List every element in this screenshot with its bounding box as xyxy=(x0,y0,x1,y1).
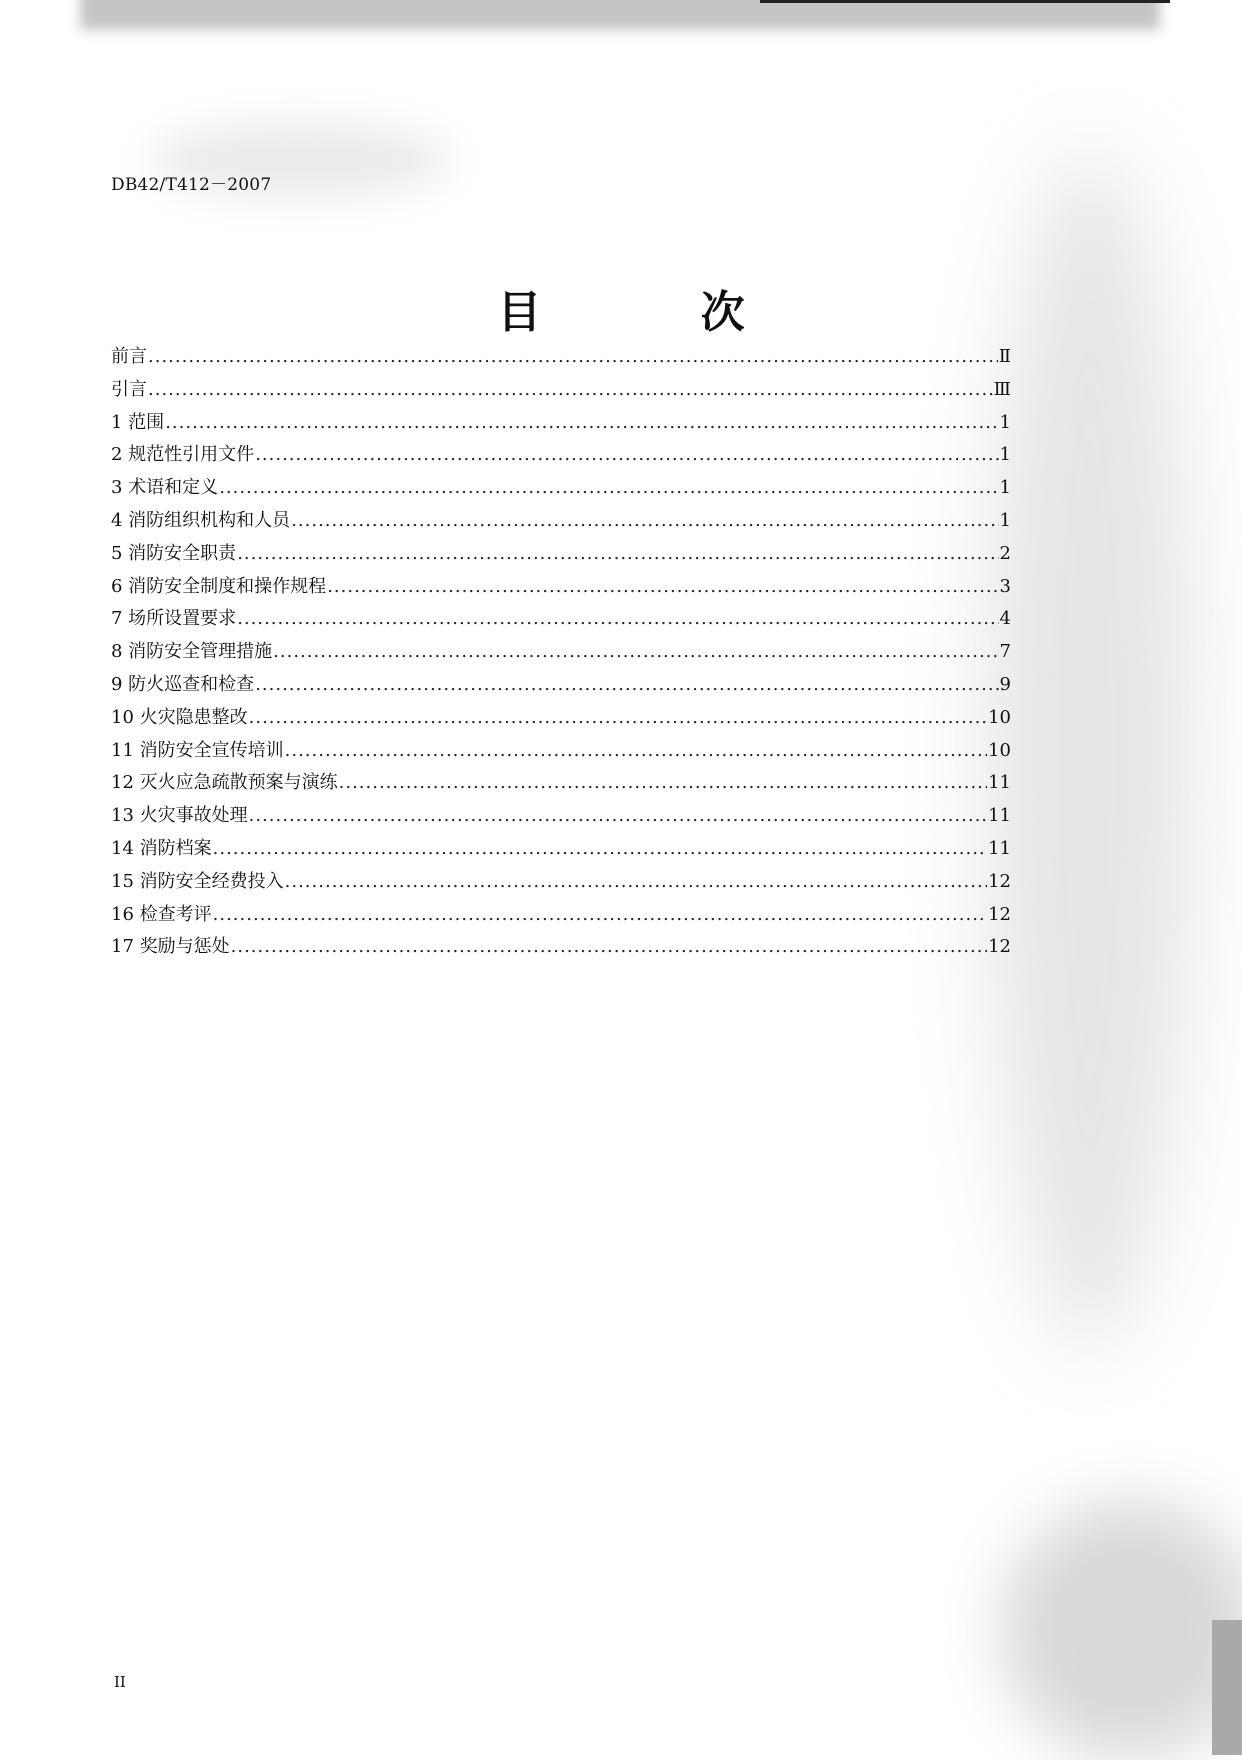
toc-entry-page: 3 xyxy=(999,575,1011,597)
toc-dot-leader xyxy=(327,576,998,597)
toc-entry-page: 1 xyxy=(999,477,1011,499)
toc-entry[interactable] xyxy=(111,703,1011,736)
toc-entry[interactable] xyxy=(111,670,1011,703)
toc-entry-label: 4 消防组织机构和人员 xyxy=(111,509,291,531)
toc-entry-page: 11 xyxy=(988,837,1011,859)
toc-dot-leader xyxy=(255,674,998,695)
toc-entry-page: 11 xyxy=(988,805,1011,827)
toc-entry-page: 1 xyxy=(999,444,1011,466)
toc-title: 目 次 xyxy=(497,287,817,338)
toc-entry[interactable] xyxy=(111,440,1011,473)
toc-entry-label: 17 奖励与惩处 xyxy=(111,936,230,958)
toc-entry-label: 10 火灾隐患整改 xyxy=(111,706,248,728)
toc-entry-page: 12 xyxy=(988,936,1011,958)
toc-dot-leader xyxy=(219,477,998,498)
toc-entry-label: 12 灭火应急疏散预案与演练 xyxy=(111,772,338,794)
toc-dot-leader xyxy=(285,740,987,761)
toc-entry-label: 2 规范性引用文件 xyxy=(111,444,255,466)
toc-entry[interactable] xyxy=(111,473,1011,506)
toc-entry[interactable] xyxy=(111,736,1011,769)
toc-entry[interactable] xyxy=(111,900,1011,933)
toc-entry-page: 12 xyxy=(988,870,1011,892)
toc-dot-leader xyxy=(231,936,987,957)
toc-entry[interactable] xyxy=(111,637,1011,670)
toc-dot-leader xyxy=(213,904,987,925)
toc-entry-page: 10 xyxy=(988,739,1011,761)
page-number: II xyxy=(114,1673,126,1691)
toc-entry-page: 9 xyxy=(999,673,1011,695)
toc-entry-label: 8 消防安全管理措施 xyxy=(111,641,273,663)
document-code: DB42/T412－2007 xyxy=(111,175,272,195)
toc-entry-label: 5 消防安全职责 xyxy=(111,542,237,564)
toc-dot-leader xyxy=(237,543,998,564)
toc-dot-leader xyxy=(255,444,998,465)
toc-entry-page: 1 xyxy=(999,509,1011,531)
toc-entry[interactable] xyxy=(111,539,1011,572)
toc-entry-page: 1 xyxy=(999,411,1011,433)
scan-top-line xyxy=(760,0,1170,3)
scan-shadow-bottom-right xyxy=(1000,1500,1242,1760)
table-of-contents xyxy=(111,342,1011,965)
toc-entry-label: 13 火灾事故处理 xyxy=(111,805,248,827)
toc-dot-leader xyxy=(339,772,987,793)
toc-entry-page: 12 xyxy=(988,903,1011,925)
toc-entry[interactable] xyxy=(111,834,1011,867)
toc-entry-label: 3 术语和定义 xyxy=(111,477,219,499)
toc-dot-leader xyxy=(213,838,987,859)
toc-entry[interactable] xyxy=(111,932,1011,965)
toc-entry[interactable] xyxy=(111,867,1011,900)
toc-dot-leader xyxy=(148,379,993,400)
toc-entry[interactable] xyxy=(111,506,1011,539)
toc-dot-leader xyxy=(237,608,998,629)
toc-dot-leader xyxy=(291,510,998,531)
toc-dot-leader xyxy=(273,641,998,662)
toc-entry-label: 9 防火巡查和检查 xyxy=(111,673,255,695)
scan-shadow-top xyxy=(80,0,1160,30)
toc-entry[interactable] xyxy=(111,342,1011,375)
toc-dot-leader xyxy=(148,346,998,367)
toc-entry-page: 10 xyxy=(988,706,1011,728)
toc-entry-page: 11 xyxy=(988,772,1011,794)
toc-entry-label: 15 消防安全经费投入 xyxy=(111,870,284,892)
scan-page-edge xyxy=(1212,1620,1242,1755)
toc-entry-page: 4 xyxy=(999,608,1011,630)
toc-dot-leader xyxy=(249,707,987,728)
toc-entry-label: 引言 xyxy=(111,378,147,400)
toc-entry[interactable] xyxy=(111,768,1011,801)
toc-dot-leader xyxy=(285,871,987,892)
toc-entry-label: 6 消防安全制度和操作规程 xyxy=(111,575,327,597)
toc-entry-page: Ⅲ xyxy=(993,378,1011,400)
toc-entry[interactable] xyxy=(111,572,1011,605)
toc-entry-label: 16 检查考评 xyxy=(111,903,212,925)
toc-entry-label: 11 消防安全宣传培训 xyxy=(111,739,284,761)
toc-entry[interactable] xyxy=(111,408,1011,441)
toc-entry[interactable] xyxy=(111,801,1011,834)
toc-entry-label: 前言 xyxy=(111,346,147,367)
toc-dot-leader xyxy=(165,412,998,433)
toc-entry-page: 2 xyxy=(999,542,1011,564)
toc-entry-label: 7 场所设置要求 xyxy=(111,608,237,630)
toc-entry[interactable] xyxy=(111,375,1011,408)
toc-entry[interactable] xyxy=(111,604,1011,637)
toc-entry-page: 7 xyxy=(999,641,1011,663)
toc-entry-label: 14 消防档案 xyxy=(111,837,212,859)
toc-entry-page: Ⅱ xyxy=(998,346,1011,367)
toc-dot-leader xyxy=(249,805,987,826)
toc-entry-label: 1 范围 xyxy=(111,411,165,433)
